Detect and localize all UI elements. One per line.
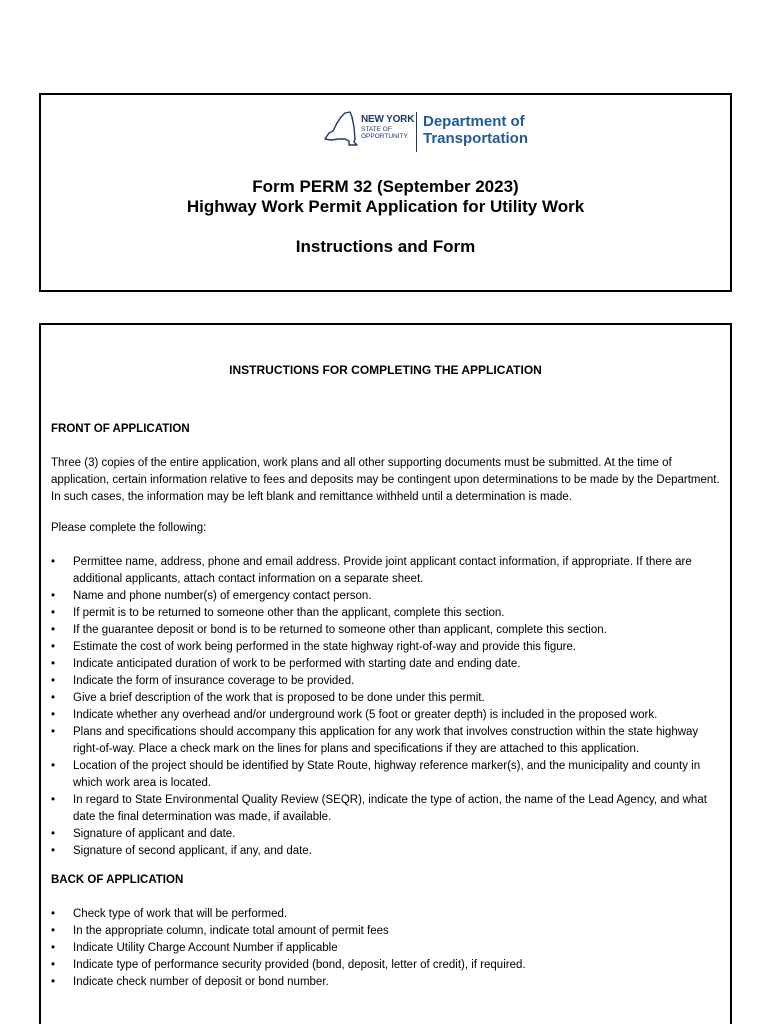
bullet-icon: • <box>51 624 56 636</box>
bullet-icon: • <box>51 760 56 772</box>
list-item <box>51 957 721 974</box>
list-item <box>51 940 721 957</box>
back-items-list <box>51 906 721 991</box>
front-intro-paragraph: Three (3) copies of the entire application, work plans and all other supporting documents must be submitted. At the time of application, certain information relative to fees and deposits may be contingent upon determinations to be made by the Department. In such cases, the information may be left blank and remittance withheld until a determination is made. <box>51 457 720 503</box>
list-item-text: Indicate anticipated duration of work to be performed with starting date and ending date. <box>73 658 521 670</box>
list-item <box>51 554 721 588</box>
new-york-state-map-icon <box>319 109 359 151</box>
bullet-icon: • <box>51 692 56 704</box>
bullet-icon: • <box>51 709 56 721</box>
list-item <box>51 588 721 605</box>
logo-new-york-text: NEW YORK <box>361 114 415 125</box>
list-item-text: Name and phone number(s) of emergency contact person. <box>73 590 372 602</box>
list-item <box>51 656 721 673</box>
please-complete-text: Please complete the following: <box>51 522 207 534</box>
list-item-text: Indicate the form of insurance coverage to be provided. <box>73 675 355 687</box>
nysdot-logo <box>319 109 539 155</box>
instructions-box <box>39 323 732 1024</box>
list-item-text: Check type of work that will be performed. <box>73 908 288 920</box>
back-of-application-heading: BACK OF APPLICATION <box>51 874 184 886</box>
bullet-icon: • <box>51 590 56 602</box>
form-number-title: Form PERM 32 (September 2023) <box>252 177 519 196</box>
bullet-icon: • <box>51 726 56 738</box>
list-item-text: If permit is to be returned to someone other than the applicant, complete this section. <box>73 607 505 619</box>
list-item <box>51 707 721 724</box>
logo-divider <box>416 112 417 152</box>
bullet-icon: • <box>51 641 56 653</box>
front-items-list <box>51 554 721 860</box>
list-item <box>51 792 721 826</box>
bullet-icon: • <box>51 828 56 840</box>
list-item-text: Permittee name, address, phone and email address. Provide joint applicant contact information, if appropriate. If there are additional applicants, attach contact information on a separate sheet. <box>73 556 692 585</box>
list-item <box>51 622 721 639</box>
list-item <box>51 826 721 843</box>
instructions-heading: INSTRUCTIONS FOR COMPLETING THE APPLICATION <box>229 363 542 377</box>
list-item <box>51 843 721 860</box>
list-item-text: Estimate the cost of work being performed in the state highway right-of-way and provide this figure. <box>73 641 577 653</box>
list-item-text: Indicate whether any overhead and/or underground work (5 foot or greater depth) is included in the proposed work. <box>73 709 658 721</box>
logo-department-name <box>423 113 528 147</box>
bullet-icon: • <box>51 925 56 937</box>
list-item-text: In regard to State Environmental Quality Review (SEQR), indicate the type of action, the name of the Lead Agency, and what date the final determination was made, if available. <box>73 794 707 823</box>
list-item-text: Give a brief description of the work that is proposed to be done under this permit. <box>73 692 485 704</box>
list-item <box>51 673 721 690</box>
list-item <box>51 906 721 923</box>
bullet-icon: • <box>51 959 56 971</box>
list-item-text: Location of the project should be identified by State Route, highway reference marker(s), and the municipality and county in which work area is located. <box>73 760 701 789</box>
list-item <box>51 639 721 656</box>
bullet-icon: • <box>51 908 56 920</box>
list-item <box>51 605 721 622</box>
logo-sub-line1: STATE OF <box>361 126 392 133</box>
bullet-icon: • <box>51 675 56 687</box>
form-subtitle: Instructions and Form <box>295 237 476 256</box>
bullet-icon: • <box>51 976 56 988</box>
list-item-text: Signature of applicant and date. <box>73 828 236 840</box>
list-item-text: In the appropriate column, indicate total amount of permit fees <box>73 925 389 937</box>
logo-sub-line2: OPPORTUNITY. <box>361 133 409 140</box>
logo-dept-line1: Department of <box>423 113 525 130</box>
list-item-text: Plans and specifications should accompany this application for any work that involves construction within the state highway right-of-way. Place a check mark on the lines for plans and specifications if they are attached to this application. <box>73 726 699 755</box>
bullet-icon: • <box>51 556 56 568</box>
bullet-icon: • <box>51 607 56 619</box>
logo-state-of-opportunity <box>361 126 409 140</box>
bullet-icon: • <box>51 845 56 857</box>
bullet-icon: • <box>51 794 56 806</box>
list-item <box>51 758 721 792</box>
list-item <box>51 923 721 940</box>
list-item <box>51 974 721 991</box>
list-item-text: If the guarantee deposit or bond is to be returned to someone other than applicant, complete this section. <box>73 624 607 636</box>
logo-dept-line2: Transportation <box>423 130 529 147</box>
list-item-text: Indicate type of performance security provided (bond, deposit, letter of credit), if required. <box>73 959 526 971</box>
list-item-text: Signature of second applicant, if any, and date. <box>73 845 312 857</box>
bullet-icon: • <box>51 658 56 670</box>
list-item <box>51 724 721 758</box>
list-item-text: Indicate check number of deposit or bond number. <box>73 976 329 988</box>
front-of-application-heading: FRONT OF APPLICATION <box>51 423 190 435</box>
list-item <box>51 690 721 707</box>
form-name-title: Highway Work Permit Application for Utility Work <box>186 197 585 216</box>
header-box <box>39 93 732 292</box>
list-item-text: Indicate Utility Charge Account Number if applicable <box>73 942 338 954</box>
bullet-icon: • <box>51 942 56 954</box>
